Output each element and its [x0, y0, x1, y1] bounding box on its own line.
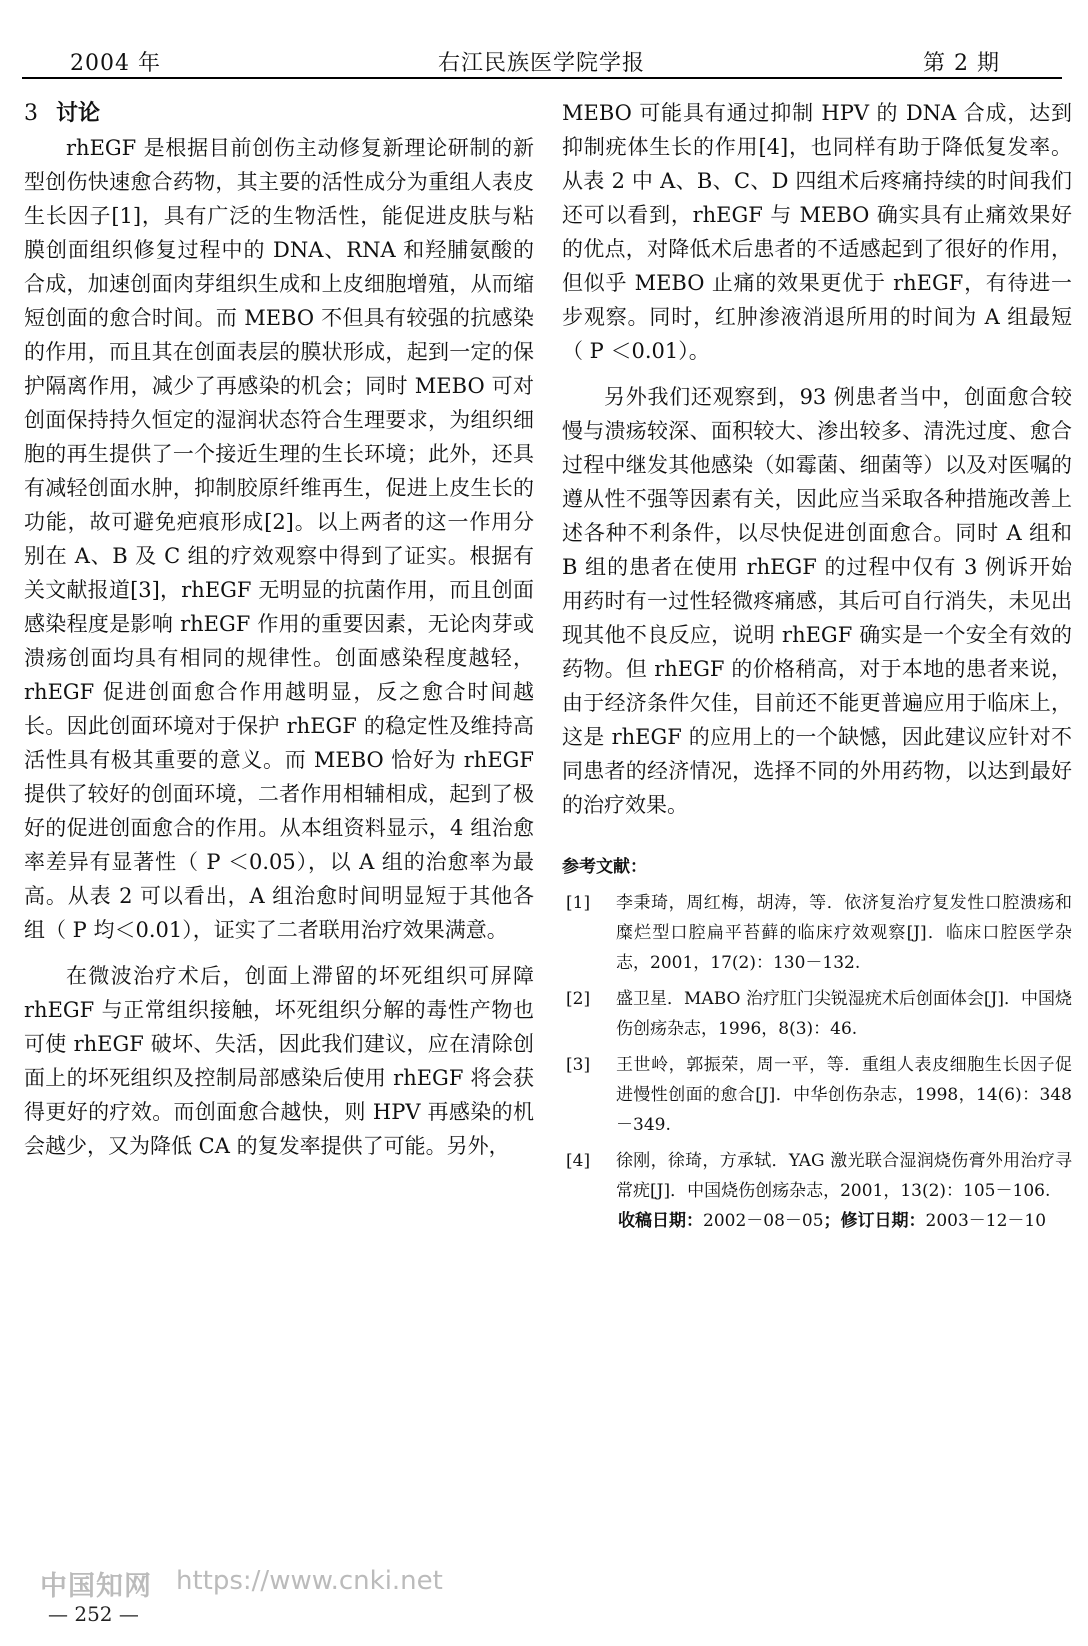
reference-text: 王世岭，郭振荣，周一平，等．重组人表皮细胞生长因子促进慢性创面的愈合[J]．中华创伤杂志，1998，14(6)：348－349.	[616, 1055, 1072, 1135]
manuscript-dates	[562, 1206, 1072, 1236]
paragraph: 另外我们还观察到，93 例患者当中，创面愈合较慢与溃疡较深、面积较大、渗出较多、清洗过度、愈合过程中继发其他感染（如霉菌、细菌等）以及对医嘱的遵从性不强等因素有关，因此应当采取各种措施改善上述各种不利条件，以尽快促进创面愈合。同时 A 组和 B 组的患者在使用 rhEGF 的过程中仅有 3 例诉开始用药时有一过性轻微疼痛感，其后可自行消失，未见出现其他不良反应，说明 rhEGF 确实是一个安全有效的药物。但 rhEGF 的价格稍高，对于本地的患者来说，由于经济条件欠佳，目前还不能更普遍应用于临床上，这是 rhEGF 的应用上的一个缺憾，因此建议应针对不同患者的经济情况，选择不同的外用药物，以达到最好的治疗效果。	[562, 385, 1072, 817]
references-title: 参考文献：	[562, 857, 647, 877]
reference-item	[562, 1050, 1072, 1140]
cnki-watermark-url: https://www.cnki.net	[176, 1566, 443, 1596]
left-column	[24, 96, 534, 1163]
reference-index: [1]	[566, 893, 591, 913]
reference-text: 盛卫星．MABO 治疗肛门尖锐湿疣术后创面体会[J]．中国烧伤创疡杂志，1996，8(3)：46.	[616, 989, 1072, 1039]
header-journal-title: 右江民族医学院学报	[438, 51, 646, 76]
references-list	[562, 888, 1072, 1206]
header-year: 2004 年	[70, 51, 161, 76]
reference-item	[562, 984, 1072, 1044]
section-heading	[24, 96, 534, 131]
cnki-watermark-logo: 中国知网	[40, 1571, 152, 1602]
received-label: 收稿日期：	[618, 1211, 703, 1231]
header-divider	[22, 77, 1062, 79]
paragraph: 在微波治疗术后，创面上滞留的坏死组织可屏障 rhEGF 与正常组织接触，坏死组织分解的毒性产物也可使 rhEGF 破坏、失活，因此我们建议，应在清除创面上的坏死组织及控制局部感染后使用 rhEGF 将会获得更好的疗效。而创面愈合越快，则 HPV 再感染的机会越少，又为降低 CA 的复发率提供了可能。另外，	[24, 964, 534, 1158]
revised-date: 2003－12－10	[925, 1211, 1047, 1231]
right-column	[562, 96, 1072, 1236]
reference-item	[562, 1146, 1072, 1206]
paragraph: MEBO 可能具有通过抑制 HPV 的 DNA 合成，达到抑制疣体生长的作用[4]，也同样有助于降低复发率。从表 2 中 A、B、C、D 四组术后疼痛持续的时间我们还可以看到，rhEGF 与 MEBO 确实具有止痛效果好的优点，对降低术后患者的不适感起到了很好的作用，但似乎 MEBO 止痛的效果更优于 rhEGF，有待进一步观察。同时，红肿渗液消退所用的时间为 A 组最短（ P ＜0.01）。	[562, 101, 1072, 363]
header-issue: 第 2 期	[923, 51, 1000, 76]
reference-index: [3]	[566, 1055, 591, 1075]
reference-index: [4]	[566, 1151, 591, 1171]
reference-text: 徐刚，徐琦，方承轼．YAG 激光联合湿润烧伤膏外用治疗寻常疣[J]．中国烧伤创疡杂志，2001，13(2)：105－106.	[616, 1151, 1072, 1201]
page-number: — 252 —	[48, 1602, 139, 1626]
reference-item	[562, 888, 1072, 978]
section-title: 讨论	[56, 100, 101, 126]
revised-label: ；修订日期：	[823, 1211, 926, 1231]
paragraph: rhEGF 是根据目前创伤主动修复新理论研制的新型创伤快速愈合药物，其主要的活性成分为重组人表皮生长因子[1]，具有广泛的生物活性，能促进皮肤与粘膜创面组织修复过程中的 DNA、RNA 和羟脯氨酸的合成，加速创面肉芽组织生成和上皮细胞增殖，从而缩短创面的愈合时间。而 MEBO 不但具有较强的抗感染的作用，而且其在创面表层的膜状形成，起到一定的保护隔离作用，减少了再感染的机会；同时 MEBO 可对创面保持持久恒定的湿润状态符合生理要求，为组织细胞的再生提供了一个接近生理的生长环境；此外，还具有减轻创面水肿，抑制胶原纤维再生，促进上皮生长的功能，故可避免疤痕形成[2]。以上两者的这一作用分别在 A、B 及 C 组的疗效观察中得到了证实。根据有关文献报道[3]，rhEGF 无明显的抗菌作用，而且创面感染程度是影响 rhEGF 作用的重要因素，无论肉芽或溃疡创面均具有相同的规律性。创面感染程度越轻，rhEGF 促进创面愈合作用越明显，反之愈合时间越长。因此创面环境对于保护 rhEGF 的稳定性及维持高活性具有极其重要的意义。而 MEBO 恰好为 rhEGF 提供了较好的创面环境，二者作用相辅相成，起到了极好的促进创面愈合的作用。从本组资料显示，4 组治愈率差异有显著性（ P ＜0.05），以 A 组的治愈率为最高。从表 2 可以看出，A 组治愈时间明显短于其他各组（ P 均＜0.01），证实了二者联用治疗效果满意。	[24, 136, 534, 942]
section-number: 3	[24, 101, 38, 126]
reference-text: 李秉琦，周红梅，胡涛，等．依济复治疗复发性口腔溃疡和糜烂型口腔扁平苔藓的临床疗效观察[J]．临床口腔医学杂志，2001，17(2)：130－132.	[616, 893, 1072, 973]
reference-index: [2]	[566, 989, 591, 1009]
received-date: 2002－08－05	[703, 1211, 824, 1231]
